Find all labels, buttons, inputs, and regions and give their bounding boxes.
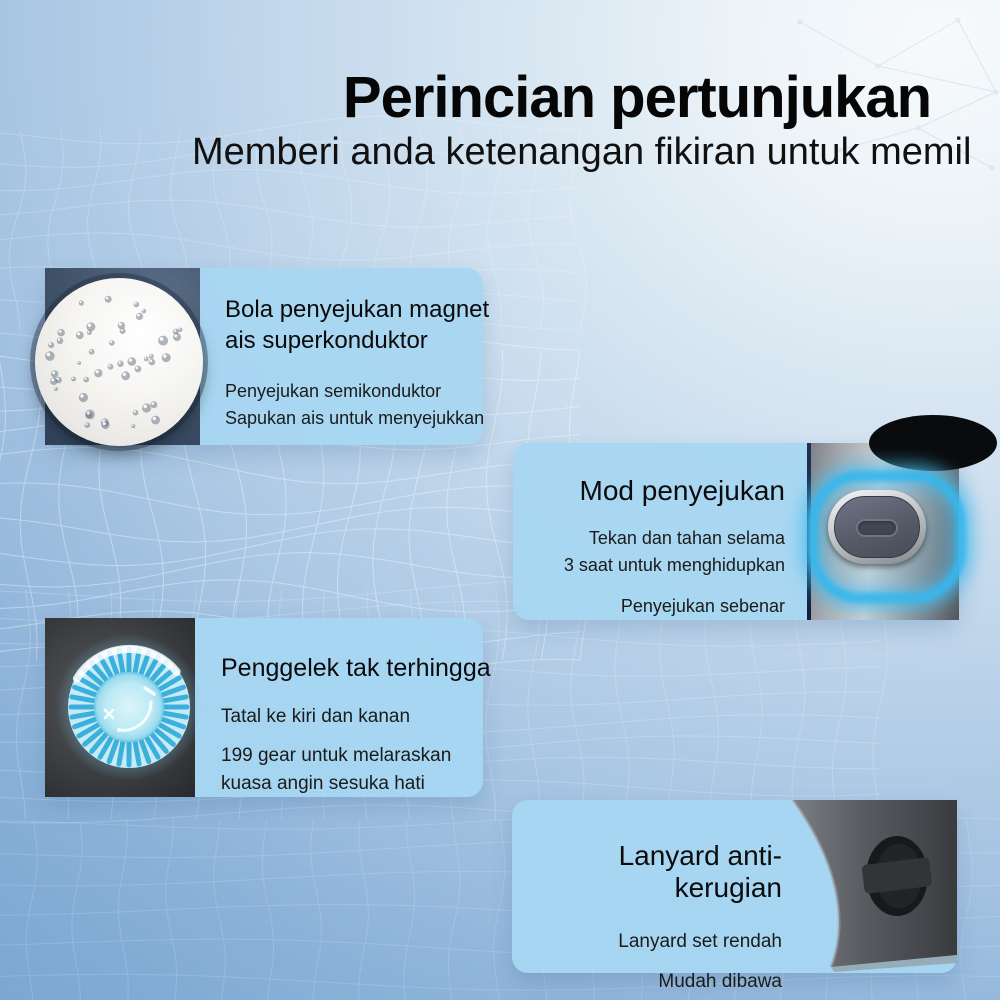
card-body-line: Tekan dan tahan selama (588, 528, 785, 548)
card-title: Lanyard anti-kerugian (618, 840, 782, 903)
card-body-line: Tatal ke kiri dan kanan (221, 706, 411, 727)
card-body-line: Sapukan ais untuk menyejukkan (225, 408, 485, 428)
card-body-line: 3 saat untuk menghidupkan (563, 555, 785, 575)
card-body-line: 199 gear untuk melaraskan (221, 745, 452, 766)
card-title: Penggelek tak terhingga (221, 654, 491, 682)
device-dark-cap (869, 415, 997, 471)
card-title-line: Bola penyejukan magnet (225, 296, 490, 323)
glowing-roller-wheel (45, 618, 195, 797)
card-body-line: Lanyard set rendah (618, 931, 782, 952)
roller-wheel-image (45, 618, 195, 797)
feature-card-cooling-ball (45, 268, 490, 445)
card-title-line: ais superkonduktor (225, 327, 428, 354)
water-droplets-decoration (45, 268, 200, 445)
card-body-line: Penyejukan semikonduktor (225, 381, 442, 401)
card-title (225, 294, 490, 356)
card-body-line: Mudah dibawa (658, 971, 782, 992)
droplet-cooling-plate-image (45, 268, 200, 445)
page-subtitle: Memberi anda ketenangan fikiran untuk memil (192, 131, 972, 173)
feature-card-lanyard (512, 800, 957, 992)
card-body-line: Penyejukan sebenar (620, 596, 785, 616)
feature-card-cooling-mode (513, 443, 959, 620)
feature-card-infinite-roller (45, 618, 491, 797)
power-button-image (807, 443, 959, 620)
page-title: Perincian pertunjukan (342, 65, 932, 130)
card-body-line: kuasa angin sesuka hati (221, 773, 425, 794)
card-title: Mod penyejukan (579, 475, 785, 506)
power-button-indent (856, 519, 898, 537)
